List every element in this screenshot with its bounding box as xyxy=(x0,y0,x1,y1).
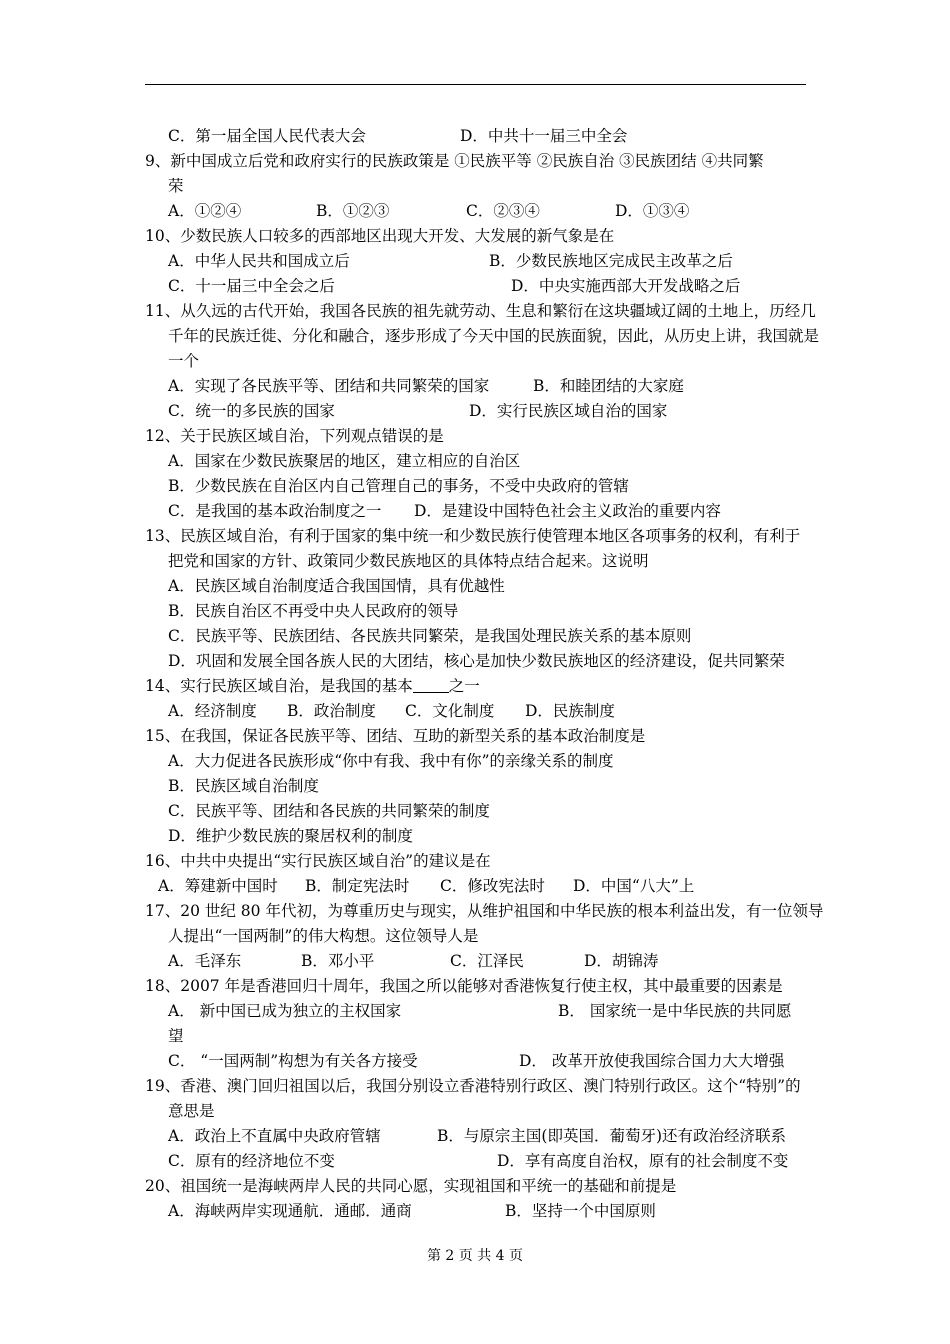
q15-option-c: C．民族平等、团结和各民族的共同繁荣的制度 xyxy=(168,802,490,820)
q13-option-d: D．巩固和发展全国各族人民的大团结，核心是加快少数民族地区的经济建设，促共同繁荣 xyxy=(168,652,785,670)
q9-option-a: A．①②④ xyxy=(168,202,242,220)
q14-option-b: B．政治制度 xyxy=(287,702,376,720)
q19-option-a: A．政治上不直属中央政府管辖 xyxy=(168,1127,381,1145)
q11-stem-line3: 一个 xyxy=(168,352,200,370)
q9-option-b: B．①②③ xyxy=(316,202,390,220)
q14-stem-part2: 之一 xyxy=(448,677,480,695)
q14-option-d: D．民族制度 xyxy=(525,702,615,720)
q16-option-b: B．制定宪法时 xyxy=(305,877,410,895)
q17-option-d: D．胡锦涛 xyxy=(584,952,659,970)
q14-answer-blank xyxy=(413,678,449,693)
q11-option-c: C．统一的多民族的国家 xyxy=(168,402,335,420)
q12-option-b: B．少数民族在自治区内自己管理自己的事务，不受中央政府的管辖 xyxy=(168,477,629,495)
q19-option-c: C．原有的经济地位不变 xyxy=(168,1152,335,1170)
q19-stem-line1: 19、香港、澳门回归祖国以后，我国分别设立香港特别行政区、澳门特别行政区。这个“特别”的 xyxy=(145,1077,801,1095)
q17-option-c: C．江泽民 xyxy=(450,952,524,970)
q11-option-a: A．实现了各民族平等、团结和共同繁荣的国家 xyxy=(168,377,490,395)
q10-option-b: B．少数民族地区完成民主改革之后 xyxy=(489,252,733,270)
q13-option-b: B．民族自治区不再受中央人民政府的领导 xyxy=(168,602,459,620)
q10-option-a: A．中华人民共和国成立后 xyxy=(168,252,350,270)
q14-option-c: C．文化制度 xyxy=(405,702,495,720)
q8-option-c: C．第一届全国人民代表大会 xyxy=(168,127,366,145)
q16-option-c: C．修改宪法时 xyxy=(440,877,545,895)
q17-option-a: A．毛泽东 xyxy=(168,952,242,970)
q14-stem xyxy=(145,676,480,696)
page-footer: 第 2 页 共 4 页 xyxy=(426,1248,524,1264)
q13-option-a: A．民族区域自治制度适合我国国情，具有优越性 xyxy=(168,577,505,595)
q15-option-a: A．大力促进各民族形成“你中有我、我中有你”的亲缘关系的制度 xyxy=(168,752,614,770)
q15-stem: 15、在我国，保证各民族平等、团结、互助的新型关系的基本政治制度是 xyxy=(145,727,646,745)
q15-option-b: B．民族区域自治制度 xyxy=(168,777,319,795)
q18-option-c: C． “一国两制”构想为有关各方接受 xyxy=(168,1052,418,1070)
q11-option-d: D．实行民族区域自治的国家 xyxy=(469,402,668,420)
q9-option-d: D．①③④ xyxy=(615,202,690,220)
q9-stem-line1: 9、新中国成立后党和政府实行的民族政策是 ①民族平等 ②民族自治 ③民族团结 ④共同繁 xyxy=(145,152,764,170)
q9-option-c: C．②③④ xyxy=(466,202,540,220)
q12-option-a: A．国家在少数民族聚居的地区，建立相应的自治区 xyxy=(168,452,521,470)
q12-stem: 12、关于民族区域自治，下列观点错误的是 xyxy=(145,427,444,445)
q11-option-b: B．和睦团结的大家庭 xyxy=(533,377,684,395)
q18-option-b: B． 国家统一是中华民族的共同愿 xyxy=(558,1002,792,1020)
q12-option-c: C．是我国的基本政治制度之一 xyxy=(168,502,382,520)
q8-option-d: D．中共十一届三中全会 xyxy=(460,127,628,145)
q16-option-a: A．筹建新中国时 xyxy=(158,877,278,895)
q18-option-d: D． 改革开放使我国综合国力大大增强 xyxy=(519,1052,785,1070)
q11-stem-line1: 11、从久远的古代开始，我国各民族的祖先就劳动、生息和繁衍在这块疆域辽阔的土地上，历经几 xyxy=(145,302,816,320)
q20-stem: 20、祖国统一是海峡两岸人民的共同心愿，实现祖国和平统一的基础和前提是 xyxy=(145,1177,677,1195)
q10-option-d: D．中央实施西部大开发战略之后 xyxy=(511,277,741,295)
q13-stem-line1: 13、民族区域自治，有利于国家的集中统一和少数民族行使管理本地区各项事务的权利，有利于 xyxy=(145,527,801,545)
q18-option-a: A． 新中国已成为独立的主权国家 xyxy=(168,1002,402,1020)
q19-option-d: D．享有高度自治权，原有的社会制度不变 xyxy=(497,1152,789,1170)
q15-option-d: D．维护少数民族的聚居权利的制度 xyxy=(168,827,413,845)
q14-stem-part1: 14、实行民族区域自治，是我国的基本 xyxy=(145,677,413,695)
q19-stem-line2: 意思是 xyxy=(168,1102,215,1120)
q18-stem: 18、2007 年是香港回归十周年，我国之所以能够对香港恢复行使主权，其中最重要的因素是 xyxy=(145,977,783,995)
q14-option-a: A．经济制度 xyxy=(168,702,257,720)
q20-option-b: B．坚持一个中国原则 xyxy=(505,1202,656,1220)
header-rule xyxy=(145,84,806,85)
q17-option-b: B．邓小平 xyxy=(301,952,375,970)
q16-option-d: D．中国“八大”上 xyxy=(573,877,695,895)
q9-stem-line2: 荣 xyxy=(168,177,184,195)
q20-option-a: A．海峡两岸实现通航．通邮．通商 xyxy=(168,1202,412,1220)
q18-option-b-continued: 望 xyxy=(168,1027,184,1045)
q16-stem: 16、中共中央提出“实行民族区域自治”的建议是在 xyxy=(145,852,491,870)
q10-stem: 10、少数民族人口较多的西部地区出现大开发、大发展的新气象是在 xyxy=(145,227,615,245)
q12-option-d: D．是建设中国特色社会主义政治的重要内容 xyxy=(414,502,721,520)
q13-stem-line2: 把党和国家的方针、政策同少数民族地区的具体特点结合起来。这说明 xyxy=(168,552,649,570)
q13-option-c: C．民族平等、民族团结、各民族共同繁荣，是我国处理民族关系的基本原则 xyxy=(168,627,692,645)
q17-stem-line2: 人提出“一国两制”的伟大构想。这位领导人是 xyxy=(168,927,479,945)
q17-stem-line1: 17、20 世纪 80 年代初，为尊重历史与现实，从维护祖国和中华民族的根本利益出发，有一位领导 xyxy=(145,902,824,920)
q10-option-c: C．十一届三中全会之后 xyxy=(168,277,335,295)
q11-stem-line2: 千年的民族迁徙、分化和融合，逐步形成了今天中国的民族面貌，因此，从历史上讲，我国就是 xyxy=(168,327,820,345)
q19-option-b: B．与原宗主国(即英国．葡萄牙)还有政治经济联系 xyxy=(437,1127,786,1145)
